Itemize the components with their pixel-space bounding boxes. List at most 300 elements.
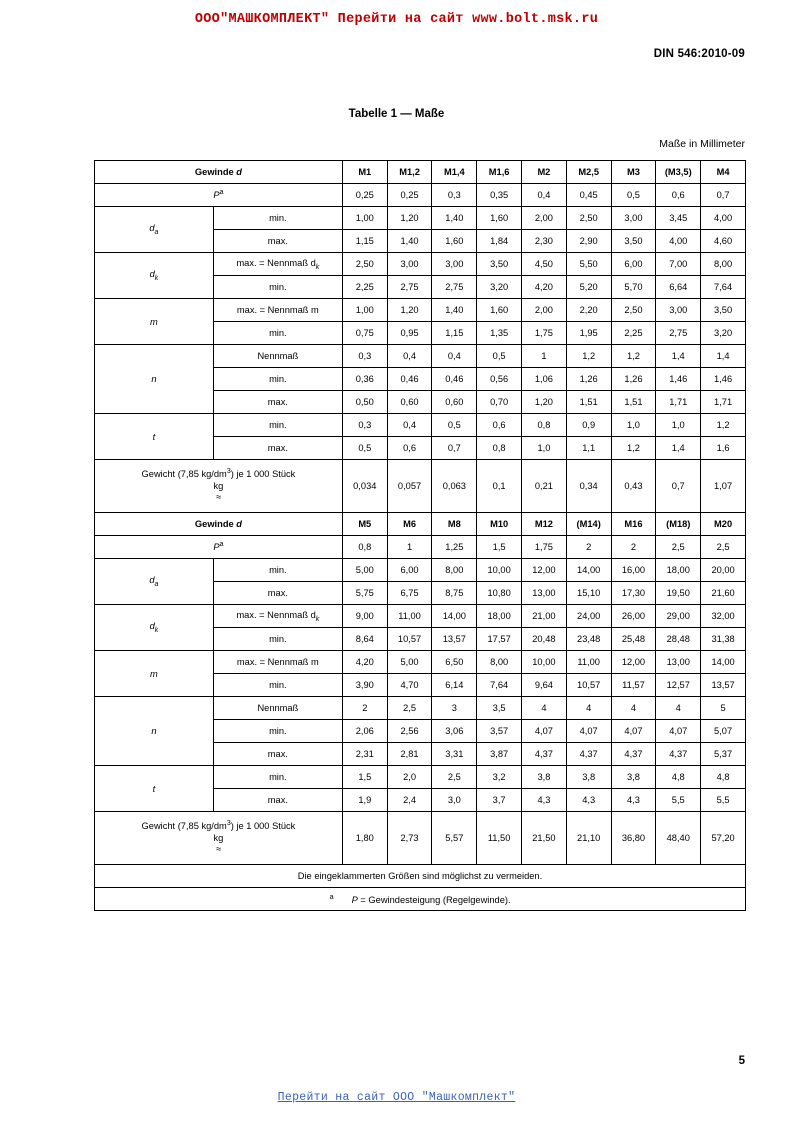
- cell: 2,50: [566, 207, 611, 230]
- cell: 1,20: [387, 299, 432, 322]
- cell: 21,10: [566, 812, 611, 865]
- cell: 0,5: [611, 184, 656, 207]
- cell: 2,5: [656, 536, 701, 559]
- thread-size: M1,2: [387, 161, 432, 184]
- cell: 1,9: [342, 789, 387, 812]
- thread-size: M20: [701, 513, 746, 536]
- sub-label-min: min.: [213, 276, 342, 299]
- cell: 5,70: [611, 276, 656, 299]
- weight-label-part2: ) je 1 000 Stück: [230, 469, 296, 480]
- weight-label-sup: 3: [226, 468, 231, 476]
- cell: 1,60: [477, 207, 522, 230]
- cell: 8,64: [342, 628, 387, 651]
- cell: 1,20: [387, 207, 432, 230]
- thread-size: M1: [342, 161, 387, 184]
- cell: 48,40: [656, 812, 701, 865]
- cell: 4,07: [566, 720, 611, 743]
- weight-label-unit: kg: [213, 480, 224, 491]
- sub-label-nennmass: Nennmaß: [213, 697, 342, 720]
- cell: 1,40: [432, 207, 477, 230]
- cell: 0,5: [342, 437, 387, 460]
- row-label-m: [95, 651, 214, 697]
- cell: 3,87: [477, 743, 522, 766]
- label-da: d: [149, 223, 155, 234]
- cell: 0,3: [432, 184, 477, 207]
- cell: 2: [611, 536, 656, 559]
- cell: 7,00: [656, 253, 701, 276]
- sub-label-nennmass: Nennmaß: [213, 345, 342, 368]
- cell: 6,75: [387, 582, 432, 605]
- cell: 2,0: [387, 766, 432, 789]
- cell: 0,057: [387, 460, 432, 513]
- cell: 3,50: [701, 299, 746, 322]
- cell: 10,57: [566, 674, 611, 697]
- cell: 2,25: [611, 322, 656, 345]
- weight-label-part1: Gewicht (7,85 kg/dm: [141, 821, 227, 832]
- cell: 0,25: [342, 184, 387, 207]
- sub-label-min: min.: [213, 628, 342, 651]
- cell: 10,57: [387, 628, 432, 651]
- cell: 14,00: [432, 605, 477, 628]
- cell: 0,4: [432, 345, 477, 368]
- cell: 4,20: [522, 276, 567, 299]
- table-row: [95, 812, 746, 865]
- label-m: m: [150, 668, 158, 679]
- cell: 13,00: [656, 651, 701, 674]
- cell: 0,46: [387, 368, 432, 391]
- cell: 2,75: [387, 276, 432, 299]
- cell: 4,8: [656, 766, 701, 789]
- cell: 1,6: [701, 437, 746, 460]
- cell: 2,00: [522, 207, 567, 230]
- cell: 13,00: [522, 582, 567, 605]
- cell: 2,81: [387, 743, 432, 766]
- thread-size: (M18): [656, 513, 701, 536]
- sub-label-min: min.: [213, 766, 342, 789]
- cell: 3,2: [477, 766, 522, 789]
- row-label-p: [95, 536, 343, 559]
- cell: 1,5: [342, 766, 387, 789]
- cell: 1,2: [611, 345, 656, 368]
- row-label-n: [95, 345, 214, 414]
- cell: 5: [701, 697, 746, 720]
- cell: 1,15: [342, 230, 387, 253]
- cell: 0,7: [701, 184, 746, 207]
- weight-label-part1: Gewicht (7,85 kg/dm: [141, 469, 227, 480]
- cell: 2,20: [566, 299, 611, 322]
- table-row: [95, 697, 746, 720]
- cell: 1,60: [477, 299, 522, 322]
- row-label-weight: [95, 812, 343, 865]
- cell: 1,4: [656, 345, 701, 368]
- cell: 5,57: [432, 812, 477, 865]
- thread-size: M2: [522, 161, 567, 184]
- cell: 14,00: [566, 559, 611, 582]
- cell: 1,00: [342, 299, 387, 322]
- sub-label-max-nennmass-dk: [213, 605, 342, 628]
- cell: 0,21: [522, 460, 567, 513]
- sub-label-max-nennmass-dk: [213, 253, 342, 276]
- cell: 4,37: [611, 743, 656, 766]
- cell: 5,50: [566, 253, 611, 276]
- header-gewinde-label: Gewinde: [194, 519, 234, 529]
- table-row: [95, 299, 746, 322]
- cell: 1,07: [701, 460, 746, 513]
- cell: 0,9: [566, 414, 611, 437]
- cell: 3,20: [701, 322, 746, 345]
- cell: 11,00: [566, 651, 611, 674]
- cell: 18,00: [477, 605, 522, 628]
- cell: 8,00: [701, 253, 746, 276]
- label-da-sub: a: [154, 580, 159, 588]
- weight-label-unit: kg: [213, 832, 224, 843]
- cell: 0,45: [566, 184, 611, 207]
- cell: 2,5: [387, 697, 432, 720]
- cell: 8,00: [432, 559, 477, 582]
- cell: 4,3: [566, 789, 611, 812]
- cell: 0,4: [522, 184, 567, 207]
- sub-label-max-nennmass-m: max. = Nennmaß m: [213, 299, 342, 322]
- cell: 12,00: [522, 559, 567, 582]
- cell: 17,57: [477, 628, 522, 651]
- cell: 29,00: [656, 605, 701, 628]
- table-row: [95, 513, 746, 536]
- weight-label-approx: ≈: [215, 492, 221, 503]
- cell: 15,10: [566, 582, 611, 605]
- table-row: [95, 161, 746, 184]
- sub-label-min: min.: [213, 368, 342, 391]
- cell: 0,56: [477, 368, 522, 391]
- cell: 2,25: [342, 276, 387, 299]
- cell: 20,48: [522, 628, 567, 651]
- cell: 9,00: [342, 605, 387, 628]
- cell: 8,75: [432, 582, 477, 605]
- cell: 4,3: [522, 789, 567, 812]
- cell: 31,38: [701, 628, 746, 651]
- cell: 9,64: [522, 674, 567, 697]
- cell: 1,2: [701, 414, 746, 437]
- label-p: P: [213, 190, 220, 201]
- cell: 0,35: [477, 184, 522, 207]
- cell: 28,48: [656, 628, 701, 651]
- cell: 0,7: [432, 437, 477, 460]
- cell: 4,00: [656, 230, 701, 253]
- table-row: [95, 536, 746, 559]
- cell: 2,31: [342, 743, 387, 766]
- cell: 1: [522, 345, 567, 368]
- cell: 4,07: [656, 720, 701, 743]
- cell: 1: [387, 536, 432, 559]
- cell: 0,3: [342, 414, 387, 437]
- cell: 0,7: [656, 460, 701, 513]
- cell: 5,5: [701, 789, 746, 812]
- cell: 4,60: [701, 230, 746, 253]
- cell: 1,00: [342, 207, 387, 230]
- cell: 3,7: [477, 789, 522, 812]
- label-t: t: [152, 431, 156, 442]
- cell: 0,8: [342, 536, 387, 559]
- cell: 1,40: [387, 230, 432, 253]
- cell: 3,57: [477, 720, 522, 743]
- sub-label-max-nennmass-m: max. = Nennmaß m: [213, 651, 342, 674]
- cell: 3,90: [342, 674, 387, 697]
- cell: 5,20: [566, 276, 611, 299]
- footnote-ref: a: [219, 541, 224, 549]
- row-label-p: [95, 184, 343, 207]
- cell: 5,00: [342, 559, 387, 582]
- cell: 2: [566, 536, 611, 559]
- header-gewinde: [95, 161, 343, 184]
- thread-size: M1,4: [432, 161, 477, 184]
- cell: 2,90: [566, 230, 611, 253]
- cell: 4,50: [522, 253, 567, 276]
- cell: 0,063: [432, 460, 477, 513]
- cell: 1,06: [522, 368, 567, 391]
- cell: 0,36: [342, 368, 387, 391]
- cell: 0,43: [611, 460, 656, 513]
- cell: 4: [522, 697, 567, 720]
- cell: 2,4: [387, 789, 432, 812]
- table-row: [95, 559, 746, 582]
- cell: 10,80: [477, 582, 522, 605]
- cell: 1,2: [566, 345, 611, 368]
- cell: 6,14: [432, 674, 477, 697]
- cell: 3: [432, 697, 477, 720]
- cell: 6,50: [432, 651, 477, 674]
- cell: 1,0: [522, 437, 567, 460]
- cell: 1,5: [477, 536, 522, 559]
- cell: 1,51: [566, 391, 611, 414]
- units-note: Maße in Millimeter: [659, 138, 745, 150]
- cell: 1,60: [432, 230, 477, 253]
- cell: 4,37: [522, 743, 567, 766]
- cell: 4,8: [701, 766, 746, 789]
- cell: 1,20: [522, 391, 567, 414]
- cell: 3,50: [611, 230, 656, 253]
- weight-label-sup: 3: [226, 820, 231, 828]
- thread-size: (M14): [566, 513, 611, 536]
- label-da: d: [149, 575, 155, 586]
- table-row: [95, 766, 746, 789]
- cell: 2,5: [432, 766, 477, 789]
- cell: 1,46: [701, 368, 746, 391]
- cell: 0,6: [477, 414, 522, 437]
- row-label-da: [95, 559, 214, 605]
- cell: 2,56: [387, 720, 432, 743]
- sub-label-max: max.: [213, 391, 342, 414]
- footnote-text: = Gewindesteigung (Regelgewinde).: [360, 895, 511, 906]
- cell: 0,034: [342, 460, 387, 513]
- cell: 4,3: [611, 789, 656, 812]
- label-t: t: [152, 783, 156, 794]
- sub-label-max: max.: [213, 582, 342, 605]
- cell: 16,00: [611, 559, 656, 582]
- cell: 3,5: [477, 697, 522, 720]
- cell: 2,50: [342, 253, 387, 276]
- cell: 1,46: [656, 368, 701, 391]
- cell: 5,37: [701, 743, 746, 766]
- header-gewinde-symbol: d: [236, 167, 242, 177]
- cell: 1,71: [701, 391, 746, 414]
- label-n: n: [151, 726, 157, 736]
- footnote-symbol: P: [351, 895, 358, 906]
- sub-label-text: max. = Nennmaß d: [236, 609, 316, 620]
- thread-size: M2,5: [566, 161, 611, 184]
- cell: 21,60: [701, 582, 746, 605]
- cell: 3,0: [432, 789, 477, 812]
- bottom-site-link[interactable]: Перейти на сайт ООО "Машкомплект": [277, 1091, 516, 1104]
- cell: 1,71: [656, 391, 701, 414]
- row-label-t: [95, 414, 214, 460]
- table-title: Tabelle 1 — Maße: [348, 108, 445, 120]
- thread-size: M16: [611, 513, 656, 536]
- sub-label-max: max.: [213, 743, 342, 766]
- cell: 4,07: [611, 720, 656, 743]
- thread-size: M1,6: [477, 161, 522, 184]
- cell: 0,1: [477, 460, 522, 513]
- cell: 1,15: [432, 322, 477, 345]
- header-gewinde-symbol: d: [236, 519, 242, 529]
- cell: 18,00: [656, 559, 701, 582]
- cell: 13,57: [701, 674, 746, 697]
- thread-size: M12: [522, 513, 567, 536]
- label-m: m: [150, 316, 158, 327]
- cell: 5,5: [656, 789, 701, 812]
- footnote-marker: a: [329, 892, 334, 902]
- table-row: [95, 651, 746, 674]
- cell: 11,50: [477, 812, 522, 865]
- cell: 1,25: [432, 536, 477, 559]
- thread-size: M5: [342, 513, 387, 536]
- row-label-t: [95, 766, 214, 812]
- cell: 0,70: [477, 391, 522, 414]
- label-dk: d: [149, 621, 155, 632]
- cell: 2,00: [522, 299, 567, 322]
- table-row: [95, 207, 746, 230]
- cell: 2,50: [611, 299, 656, 322]
- cell: 11,57: [611, 674, 656, 697]
- cell: 3,20: [477, 276, 522, 299]
- weight-label-approx: ≈: [215, 844, 221, 855]
- row-label-n: [95, 697, 214, 766]
- cell: 0,6: [387, 437, 432, 460]
- cell: 19,50: [656, 582, 701, 605]
- cell: 24,00: [566, 605, 611, 628]
- cell: 2,75: [656, 322, 701, 345]
- cell: 4: [611, 697, 656, 720]
- cell: 1,26: [611, 368, 656, 391]
- cell: 2,75: [432, 276, 477, 299]
- label-dk-sub: k: [154, 274, 159, 282]
- cell: 2,06: [342, 720, 387, 743]
- cell: 4,37: [656, 743, 701, 766]
- header-gewinde-label: Gewinde: [194, 167, 234, 177]
- label-da-sub: a: [154, 228, 159, 236]
- header-gewinde: [95, 513, 343, 536]
- sub-label-sub: k: [315, 263, 320, 271]
- cell: 25,48: [611, 628, 656, 651]
- cell: 14,00: [701, 651, 746, 674]
- cell: 7,64: [701, 276, 746, 299]
- sub-label-min: min.: [213, 207, 342, 230]
- row-label-dk: [95, 605, 214, 651]
- sub-label-min: min.: [213, 322, 342, 345]
- cell: 1,0: [611, 414, 656, 437]
- cell: 2,30: [522, 230, 567, 253]
- cell: 4,70: [387, 674, 432, 697]
- cell: 1,84: [477, 230, 522, 253]
- cell: 23,48: [566, 628, 611, 651]
- row-label-dk: [95, 253, 214, 299]
- cell: 26,00: [611, 605, 656, 628]
- cell: 3,31: [432, 743, 477, 766]
- cell: 3,06: [432, 720, 477, 743]
- cell: 0,8: [522, 414, 567, 437]
- cell: 1,51: [611, 391, 656, 414]
- cell: 1,95: [566, 322, 611, 345]
- cell: 0,25: [387, 184, 432, 207]
- cell: 1,0: [656, 414, 701, 437]
- cell: 1,35: [477, 322, 522, 345]
- table-row: [95, 253, 746, 276]
- cell: 10,00: [522, 651, 567, 674]
- cell: 4: [566, 697, 611, 720]
- label-n: n: [151, 374, 157, 384]
- cell: 21,00: [522, 605, 567, 628]
- cell: 12,57: [656, 674, 701, 697]
- cell: 57,20: [701, 812, 746, 865]
- cell: 8,00: [477, 651, 522, 674]
- cell: 1,4: [656, 437, 701, 460]
- cell: 0,60: [387, 391, 432, 414]
- row-label-da: [95, 207, 214, 253]
- page-number: 5: [738, 1055, 745, 1067]
- thread-size: M10: [477, 513, 522, 536]
- cell: 5,07: [701, 720, 746, 743]
- cell: 3,8: [522, 766, 567, 789]
- cell: 0,75: [342, 322, 387, 345]
- sub-label-min: min.: [213, 559, 342, 582]
- cell: 20,00: [701, 559, 746, 582]
- standard-code: DIN 546:2010-09: [653, 48, 745, 60]
- cell: 1,2: [611, 437, 656, 460]
- cell: 4,37: [566, 743, 611, 766]
- cell: 5,75: [342, 582, 387, 605]
- cell: 3,00: [387, 253, 432, 276]
- cell: 3,8: [566, 766, 611, 789]
- cell: 10,00: [477, 559, 522, 582]
- cell: 6,00: [387, 559, 432, 582]
- cell: 1,80: [342, 812, 387, 865]
- sub-label-min: min.: [213, 720, 342, 743]
- cell: 0,60: [432, 391, 477, 414]
- cell: 0,6: [656, 184, 701, 207]
- table-row: [95, 414, 746, 437]
- table-row: [95, 184, 746, 207]
- cell: 6,00: [611, 253, 656, 276]
- cell: 3,00: [611, 207, 656, 230]
- cell: 0,34: [566, 460, 611, 513]
- table-row: [95, 460, 746, 513]
- cell: 21,50: [522, 812, 567, 865]
- cell: 0,95: [387, 322, 432, 345]
- cell: 1,40: [432, 299, 477, 322]
- sub-label-max: max.: [213, 437, 342, 460]
- cell: 0,4: [387, 414, 432, 437]
- cell: 36,80: [611, 812, 656, 865]
- cell: 13,57: [432, 628, 477, 651]
- cell: 1,75: [522, 322, 567, 345]
